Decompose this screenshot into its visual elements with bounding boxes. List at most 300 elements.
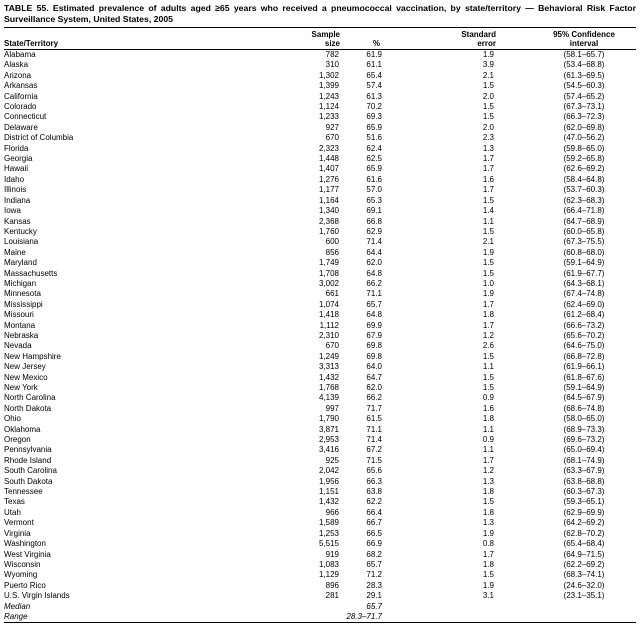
cell-n: 1,749 bbox=[318, 258, 339, 268]
table-row bbox=[4, 425, 636, 435]
cell-se: 2.1 bbox=[482, 237, 494, 247]
cell-pct: 66.9 bbox=[366, 539, 382, 549]
cell-state: Washington bbox=[4, 539, 46, 549]
cell-state: Kansas bbox=[4, 216, 31, 226]
cell-state: Vermont bbox=[4, 518, 34, 528]
table-row bbox=[4, 497, 636, 507]
cell-state: Nevada bbox=[4, 341, 32, 351]
cell-state: Missouri bbox=[4, 310, 34, 320]
cell-state: California bbox=[4, 91, 38, 101]
cell-ci: (60.8–68.0) bbox=[563, 247, 605, 257]
cell-pct: 71.1 bbox=[366, 289, 382, 299]
cell-se: 1.5 bbox=[482, 81, 494, 91]
cell-ci: (23.1–35.1) bbox=[563, 591, 605, 601]
cell-n: 2,368 bbox=[318, 216, 339, 226]
cell-pct: 69.1 bbox=[366, 206, 382, 216]
cell-se: 1.6 bbox=[482, 174, 494, 184]
cell-state: Tennessee bbox=[4, 487, 43, 497]
cell-se: 1.5 bbox=[482, 351, 494, 361]
cell-n: 4,139 bbox=[318, 393, 339, 403]
table-row bbox=[4, 529, 636, 539]
cell-pct: 65.4 bbox=[366, 70, 382, 80]
cell-state: North Dakota bbox=[4, 403, 52, 413]
cell-pct: 71.7 bbox=[366, 403, 382, 413]
cell-ci: (54.5–60.3) bbox=[563, 81, 605, 91]
cell-se: 1.5 bbox=[482, 102, 494, 112]
cell-n: 5,515 bbox=[318, 539, 339, 549]
cell-pct: 66.2 bbox=[366, 393, 382, 403]
cell-n: 1,253 bbox=[318, 528, 339, 538]
cell-state: Iowa bbox=[4, 206, 21, 216]
table-row bbox=[4, 300, 636, 310]
cell-n: 1,407 bbox=[318, 164, 339, 174]
cell-n: 670 bbox=[325, 341, 339, 351]
table-row bbox=[4, 362, 636, 372]
prevalence-table bbox=[4, 27, 636, 623]
table-row bbox=[4, 206, 636, 216]
table-row bbox=[4, 331, 636, 341]
cell-n: 3,002 bbox=[318, 278, 339, 288]
table-row bbox=[4, 269, 636, 279]
cell-pct: 61.6 bbox=[366, 174, 382, 184]
cell-se: 1.5 bbox=[482, 497, 494, 507]
table-row bbox=[4, 60, 636, 70]
cell-n: 1,956 bbox=[318, 476, 339, 486]
cell-ci: (66.8–72.8) bbox=[563, 351, 605, 361]
cell-se: 2.0 bbox=[482, 91, 494, 101]
cell-ci: (62.8–70.2) bbox=[563, 528, 605, 538]
cell-state: Puerto Rico bbox=[4, 580, 46, 590]
cell-se: 1.8 bbox=[482, 559, 494, 569]
cell-pct: 71.1 bbox=[366, 424, 382, 434]
table-header bbox=[4, 28, 636, 50]
cell-state: Indiana bbox=[4, 195, 31, 205]
cell-pct: 61.1 bbox=[366, 60, 382, 70]
cell-n: 2,042 bbox=[318, 466, 339, 476]
cell-state: Kentucky bbox=[4, 226, 37, 236]
cell-pct: 65.7 bbox=[366, 299, 382, 309]
col-header-state-label: State/Territory bbox=[4, 39, 59, 48]
table-row bbox=[4, 321, 636, 331]
cell-ci: (68.6–74.8) bbox=[563, 403, 605, 413]
cell-state: Wyoming bbox=[4, 570, 38, 580]
cell-se: 1.9 bbox=[482, 528, 494, 538]
cell-state: Colorado bbox=[4, 102, 37, 112]
cell-ci bbox=[502, 602, 636, 612]
cell-state: Oregon bbox=[4, 435, 31, 445]
cell-pct: 62.0 bbox=[366, 383, 382, 392]
cell-n: 1,432 bbox=[318, 372, 339, 382]
cell-ci: (61.3–69.5) bbox=[563, 70, 605, 80]
cell-pct: 28.3 bbox=[366, 580, 382, 590]
cell-ci: (67.4–74.8) bbox=[563, 289, 605, 299]
cell-se: 1.5 bbox=[482, 383, 494, 392]
cell-se: 1.9 bbox=[482, 289, 494, 299]
table-row bbox=[4, 466, 636, 476]
cell-se: 2.0 bbox=[482, 122, 494, 132]
table-row bbox=[4, 279, 636, 289]
cell-state: Idaho bbox=[4, 174, 25, 184]
cell-se: 3.1 bbox=[482, 591, 494, 601]
cell-ci: (58.0–65.0) bbox=[563, 414, 605, 424]
table-title: TABLE 55. Estimated prevalence of adults aged ≥65 years who received a pneumococcal vaccination, by state/territory — Behavioral Risk Factor Surveillance System, United States, 2005 bbox=[4, 3, 636, 24]
cell-pct: 62.2 bbox=[366, 497, 382, 507]
cell-se: 1.3 bbox=[482, 143, 494, 153]
cell-state: Florida bbox=[4, 143, 29, 153]
cell-pct: 69.3 bbox=[366, 112, 382, 122]
cell-pct: 61.5 bbox=[366, 414, 382, 424]
cell-n: 3,416 bbox=[318, 445, 339, 455]
table-row bbox=[4, 383, 636, 393]
cell-pct: 66.8 bbox=[366, 216, 382, 226]
cell-se bbox=[392, 612, 502, 623]
cell-pct: 65.7 bbox=[366, 559, 382, 569]
cell-ci: (64.2–69.2) bbox=[563, 518, 605, 528]
cell-state: Wisconsin bbox=[4, 559, 41, 569]
col-header-standard-error: Standard error bbox=[461, 30, 496, 48]
cell-n: 2,323 bbox=[318, 143, 339, 153]
cell-state: New Jersey bbox=[4, 362, 46, 372]
table-row bbox=[4, 227, 636, 237]
table-row bbox=[4, 185, 636, 195]
cell-ci: (59.3–65.1) bbox=[563, 497, 605, 507]
cell-se: 1.3 bbox=[482, 518, 494, 528]
cell-ci: (66.6–73.2) bbox=[563, 320, 605, 330]
cell-n: 1,164 bbox=[318, 195, 339, 205]
cell-n: 661 bbox=[325, 289, 339, 299]
cell-ci: (62.9–69.9) bbox=[563, 507, 605, 517]
cell-pct: 66.5 bbox=[366, 528, 382, 538]
cell-ci: (58.1–65.7) bbox=[563, 50, 605, 59]
table-row bbox=[4, 560, 636, 570]
cell-state: U.S. Virgin Islands bbox=[4, 591, 70, 601]
cell-n: 1,276 bbox=[318, 174, 339, 184]
cell-n: 782 bbox=[325, 50, 339, 59]
cell-n: 2,953 bbox=[318, 435, 339, 445]
table-row bbox=[4, 81, 636, 91]
cell-pct: 29.1 bbox=[366, 591, 382, 601]
table-row bbox=[4, 133, 636, 143]
cell-ci: (59.2–65.8) bbox=[563, 154, 605, 164]
cell-se: 1.9 bbox=[482, 580, 494, 590]
table-row bbox=[4, 112, 636, 122]
cell-state: Texas bbox=[4, 497, 25, 507]
cell-ci: (65.6–70.2) bbox=[563, 330, 605, 340]
cell-n: 1,760 bbox=[318, 226, 339, 236]
cell-state: Rhode Island bbox=[4, 455, 52, 465]
table-row bbox=[4, 50, 636, 61]
cell-ci: (62.4–69.0) bbox=[563, 299, 605, 309]
cell-se: 1.7 bbox=[482, 154, 494, 164]
table-row bbox=[4, 164, 636, 174]
cell-n: 1,249 bbox=[318, 351, 339, 361]
cell-pct: 66.4 bbox=[366, 507, 382, 517]
cell-ci: (62.0–69.8) bbox=[563, 122, 605, 132]
cell-n: 997 bbox=[325, 403, 339, 413]
table-row bbox=[4, 539, 636, 549]
cell-ci: (68.1–74.9) bbox=[563, 455, 605, 465]
cell-state: Utah bbox=[4, 507, 21, 517]
table-row bbox=[4, 414, 636, 424]
cell-ci: (64.9–71.5) bbox=[563, 549, 605, 559]
cell-pct: 71.2 bbox=[366, 570, 382, 580]
table-row bbox=[4, 550, 636, 560]
cell-state: South Carolina bbox=[4, 466, 57, 476]
cell-pct: 62.5 bbox=[366, 154, 382, 164]
cell-n: 1,589 bbox=[318, 518, 339, 528]
cell-se: 1.8 bbox=[482, 310, 494, 320]
cell-se: 1.5 bbox=[482, 268, 494, 278]
cell-n: 1,790 bbox=[318, 414, 339, 424]
cell-pct: 64.7 bbox=[366, 372, 382, 382]
table-row bbox=[4, 477, 636, 487]
cell-se: 3.9 bbox=[482, 60, 494, 70]
cell-ci: (67.3–73.1) bbox=[563, 102, 605, 112]
cell-state: Maryland bbox=[4, 258, 37, 268]
cell-n: 1,432 bbox=[318, 497, 339, 507]
table-row bbox=[4, 154, 636, 164]
cell-ci: (59.1–64.9) bbox=[563, 258, 605, 268]
table-row bbox=[4, 581, 636, 591]
cell-ci: (53.4–68.8) bbox=[563, 60, 605, 70]
cell-n: 1,768 bbox=[318, 383, 339, 392]
cell-se: 1.7 bbox=[482, 549, 494, 559]
cell-n: 2,310 bbox=[318, 330, 339, 340]
cell-ci: (65.0–69.4) bbox=[563, 445, 605, 455]
cell-se: 1.3 bbox=[482, 476, 494, 486]
cell-se: 1.7 bbox=[482, 185, 494, 195]
cell-pct: 67.9 bbox=[366, 330, 382, 340]
table-row bbox=[4, 71, 636, 81]
cell-n: 600 bbox=[325, 237, 339, 247]
cell-n: 1,124 bbox=[318, 102, 339, 112]
table-row bbox=[4, 102, 636, 112]
cell-n: 925 bbox=[325, 455, 339, 465]
cell-pct: 66.2 bbox=[366, 278, 382, 288]
cell-se: 0.9 bbox=[482, 435, 494, 445]
cell-pct: 57.0 bbox=[366, 185, 382, 195]
cell-state: Mississippi bbox=[4, 299, 43, 309]
cell-se: 1.1 bbox=[482, 424, 494, 434]
cell-state: New Hampshire bbox=[4, 351, 61, 361]
cell-se: 1.7 bbox=[482, 455, 494, 465]
cell-n bbox=[302, 612, 344, 623]
col-header-percent: % bbox=[372, 39, 380, 48]
cell-ci bbox=[502, 612, 636, 623]
cell-pct: 63.8 bbox=[366, 487, 382, 497]
cell-state: Massachusetts bbox=[4, 268, 58, 278]
table-row bbox=[4, 248, 636, 258]
cell-ci: (61.9–67.7) bbox=[563, 268, 605, 278]
table-row bbox=[4, 404, 636, 414]
table-row bbox=[4, 175, 636, 185]
cell-pct: 65.3 bbox=[366, 195, 382, 205]
cell-ci: (64.3–68.1) bbox=[563, 278, 605, 288]
cell-pct: 62.0 bbox=[366, 258, 382, 268]
cell-n: 1,129 bbox=[318, 570, 339, 580]
cell-n bbox=[302, 602, 344, 612]
cell-state: North Carolina bbox=[4, 393, 56, 403]
cell-ci: (61.8–67.6) bbox=[563, 372, 605, 382]
table-row bbox=[4, 237, 636, 247]
table-row bbox=[4, 602, 636, 612]
cell-n: 281 bbox=[325, 591, 339, 601]
table-row bbox=[4, 591, 636, 601]
cell-pct: 61.9 bbox=[366, 50, 382, 59]
cell-ci: (62.3–68.3) bbox=[563, 195, 605, 205]
cell-ci: (63.8–68.8) bbox=[563, 476, 605, 486]
table-row bbox=[4, 393, 636, 403]
cell-n: 1,708 bbox=[318, 268, 339, 278]
cell-n: 310 bbox=[325, 60, 339, 70]
cell-se: 1.9 bbox=[482, 50, 494, 59]
cell-state: Range bbox=[4, 611, 28, 621]
table-row bbox=[4, 570, 636, 580]
cell-pct: 65.7 bbox=[366, 601, 382, 611]
cell-ci: (57.4–65.2) bbox=[563, 91, 605, 101]
cell-state: Oklahoma bbox=[4, 424, 41, 434]
cell-ci: (68.3–74.1) bbox=[563, 570, 605, 580]
cell-pct: 65.9 bbox=[366, 122, 382, 132]
cell-ci: (61.9–66.1) bbox=[563, 362, 605, 372]
table-row bbox=[4, 487, 636, 497]
cell-n: 1,151 bbox=[318, 487, 339, 497]
cell-se: 1.4 bbox=[482, 206, 494, 216]
cell-pct: 65.9 bbox=[366, 164, 382, 174]
cell-n: 1,448 bbox=[318, 154, 339, 164]
cell-pct: 62.4 bbox=[366, 143, 382, 153]
table-row bbox=[4, 508, 636, 518]
cell-ci: (61.2–68.4) bbox=[563, 310, 605, 320]
cell-pct: 61.3 bbox=[366, 91, 382, 101]
table-row bbox=[4, 341, 636, 351]
cell-se: 1.1 bbox=[482, 216, 494, 226]
cell-n: 1,418 bbox=[318, 310, 339, 320]
header-row bbox=[4, 28, 636, 50]
cell-n: 3,313 bbox=[318, 362, 339, 372]
cell-pct: 71.4 bbox=[366, 237, 382, 247]
cell-state: District of Columbia bbox=[4, 133, 74, 143]
cell-pct: 64.0 bbox=[366, 362, 382, 372]
cell-pct: 69.8 bbox=[366, 351, 382, 361]
cell-ci: (69.6–73.2) bbox=[563, 435, 605, 445]
table-row bbox=[4, 196, 636, 206]
cell-se: 1.6 bbox=[482, 403, 494, 413]
cell-se: 1.5 bbox=[482, 372, 494, 382]
cell-ci: (64.5–67.9) bbox=[563, 393, 605, 403]
cell-ci: (66.4–71.8) bbox=[563, 206, 605, 216]
cell-se: 2.6 bbox=[482, 341, 494, 351]
cell-ci: (24.6–32.0) bbox=[563, 580, 605, 590]
cell-ci: (64.6–75.0) bbox=[563, 341, 605, 351]
cell-n: 1,340 bbox=[318, 206, 339, 216]
cell-state: Virginia bbox=[4, 528, 31, 538]
cell-pct: 68.2 bbox=[366, 549, 382, 559]
cell-n: 896 bbox=[325, 580, 339, 590]
cell-se: 1.8 bbox=[482, 487, 494, 497]
cell-pct: 69.8 bbox=[366, 341, 382, 351]
table-row bbox=[4, 445, 636, 455]
cell-se: 1.5 bbox=[482, 570, 494, 580]
cell-pct: 64.8 bbox=[366, 268, 382, 278]
cell-ci: (68.9–73.3) bbox=[563, 424, 605, 434]
table-row bbox=[4, 217, 636, 227]
cell-se: 1.1 bbox=[482, 362, 494, 372]
cell-ci: (66.3–72.3) bbox=[563, 112, 605, 122]
cell-n: 1,399 bbox=[318, 81, 339, 91]
cell-state: West Virginia bbox=[4, 549, 51, 559]
cell-n: 1,302 bbox=[318, 70, 339, 80]
cell-n: 670 bbox=[325, 133, 339, 143]
col-header-confidence-interval: 95% Confidence interval bbox=[553, 30, 615, 48]
table-row bbox=[4, 373, 636, 383]
cell-state: Arizona bbox=[4, 70, 32, 80]
table-row bbox=[4, 123, 636, 133]
cell-se bbox=[392, 602, 502, 612]
cell-n: 927 bbox=[325, 122, 339, 132]
cell-n: 1,243 bbox=[318, 91, 339, 101]
cell-se: 1.5 bbox=[482, 112, 494, 122]
cell-se: 1.0 bbox=[482, 278, 494, 288]
cell-state: Delaware bbox=[4, 122, 38, 132]
cell-state: Maine bbox=[4, 247, 26, 257]
cell-ci: (58.4–64.8) bbox=[563, 174, 605, 184]
cell-se: 1.5 bbox=[482, 226, 494, 236]
cell-state: Minnesota bbox=[4, 289, 41, 299]
cell-ci: (59.8–65.0) bbox=[563, 143, 605, 153]
cell-state: Alaska bbox=[4, 60, 29, 70]
cell-pct: 62.9 bbox=[366, 226, 382, 236]
cell-ci: (47.0–56.2) bbox=[563, 133, 605, 143]
cell-se: 1.9 bbox=[482, 247, 494, 257]
col-header-sample-size: Sample size bbox=[311, 30, 340, 48]
cell-state: Alabama bbox=[4, 50, 36, 59]
cell-state: Nebraska bbox=[4, 330, 39, 340]
cell-state: Hawaii bbox=[4, 164, 29, 174]
table-row bbox=[4, 289, 636, 299]
cell-state: Montana bbox=[4, 320, 36, 330]
cell-pct: 66.7 bbox=[366, 518, 382, 528]
cell-n: 1,112 bbox=[319, 320, 339, 330]
cell-state: Michigan bbox=[4, 278, 37, 288]
cell-state: Connecticut bbox=[4, 112, 47, 122]
cell-pct: 67.2 bbox=[366, 445, 382, 455]
table-body bbox=[4, 50, 636, 623]
cell-se: 1.2 bbox=[482, 330, 494, 340]
cell-pct: 71.5 bbox=[366, 455, 382, 465]
cell-ci: (53.7–60.3) bbox=[563, 185, 605, 195]
cell-state: Arkansas bbox=[4, 81, 38, 91]
cell-pct: 70.2 bbox=[366, 102, 382, 112]
cell-se: 0.9 bbox=[482, 393, 494, 403]
cell-pct: 66.3 bbox=[366, 476, 382, 486]
cell-se: 2.3 bbox=[482, 133, 494, 143]
cell-pct: 64.8 bbox=[366, 310, 382, 320]
cell-state: South Dakota bbox=[4, 476, 53, 486]
cell-se: 1.8 bbox=[482, 507, 494, 517]
cell-pct: 64.4 bbox=[366, 247, 382, 257]
cell-se: 1.8 bbox=[482, 414, 494, 424]
cell-ci: (65.4–68.4) bbox=[563, 539, 605, 549]
table-row bbox=[4, 258, 636, 268]
cell-state: New Mexico bbox=[4, 372, 48, 382]
cell-ci: (59.1–64.9) bbox=[563, 383, 605, 392]
cell-se: 0.8 bbox=[482, 539, 494, 549]
cell-ci: (67.3–75.5) bbox=[563, 237, 605, 247]
col-header-state bbox=[4, 28, 302, 50]
cell-se: 1.5 bbox=[482, 258, 494, 268]
cell-ci: (62.6–69.2) bbox=[563, 164, 605, 174]
